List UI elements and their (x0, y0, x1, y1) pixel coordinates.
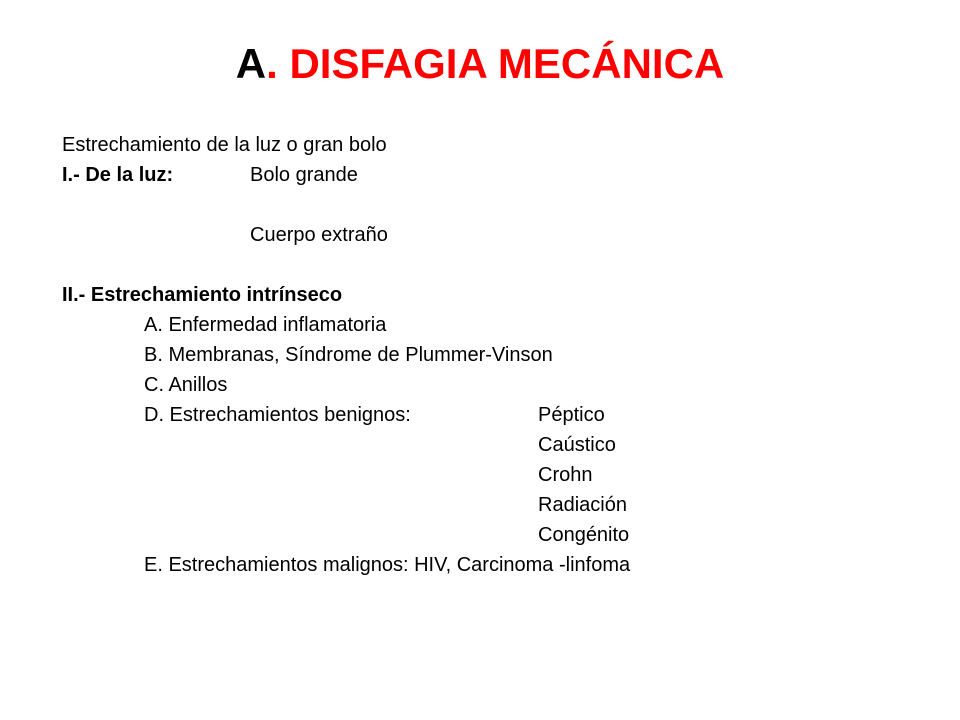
subitem-caustico: Caústico (538, 434, 616, 456)
list-item (62, 370, 942, 400)
spacer (62, 250, 942, 280)
section1-line-2 (62, 220, 942, 250)
subitem-congenito: Congénito (538, 524, 630, 546)
section1-item-bolo: Bolo grande (250, 164, 358, 186)
item-a: A. Enfermedad inflamatoria (144, 314, 387, 336)
intro-line (62, 130, 942, 160)
section1-label: I.- De la luz: (62, 164, 174, 186)
list-item (62, 340, 942, 370)
item-e: E. Estrechamientos malignos: HIV, Carcinoma -linfoma (144, 554, 631, 576)
title-prefix: A (235, 40, 267, 87)
slide-body (62, 130, 942, 580)
section1-item-cuerpo: Cuerpo extraño (250, 224, 388, 246)
subitem-radiacion: Radiación (538, 494, 627, 516)
section1-line (62, 160, 942, 190)
list-item (62, 490, 942, 520)
list-item (62, 460, 942, 490)
subitem-crohn: Crohn (538, 464, 593, 486)
item-b: B. Membranas, Síndrome de Plummer-Vinson (144, 344, 553, 366)
subitem-peptico: Péptico (538, 404, 605, 426)
list-item (62, 550, 942, 580)
list-item (62, 400, 942, 430)
list-item (62, 520, 942, 550)
intro-text: Estrechamiento de la luz o gran bolo (62, 134, 387, 156)
item-c: C. Anillos (144, 374, 228, 396)
list-item (62, 310, 942, 340)
item-d: D. Estrechamientos benignos: (144, 404, 411, 426)
list-item (62, 430, 942, 460)
section2-line (62, 280, 942, 310)
title-main: . DISFAGIA MECÁNICA (266, 40, 725, 87)
section2-label: II.- Estrechamiento intrínseco (62, 284, 343, 306)
spacer (62, 190, 942, 220)
slide-title (0, 36, 960, 92)
